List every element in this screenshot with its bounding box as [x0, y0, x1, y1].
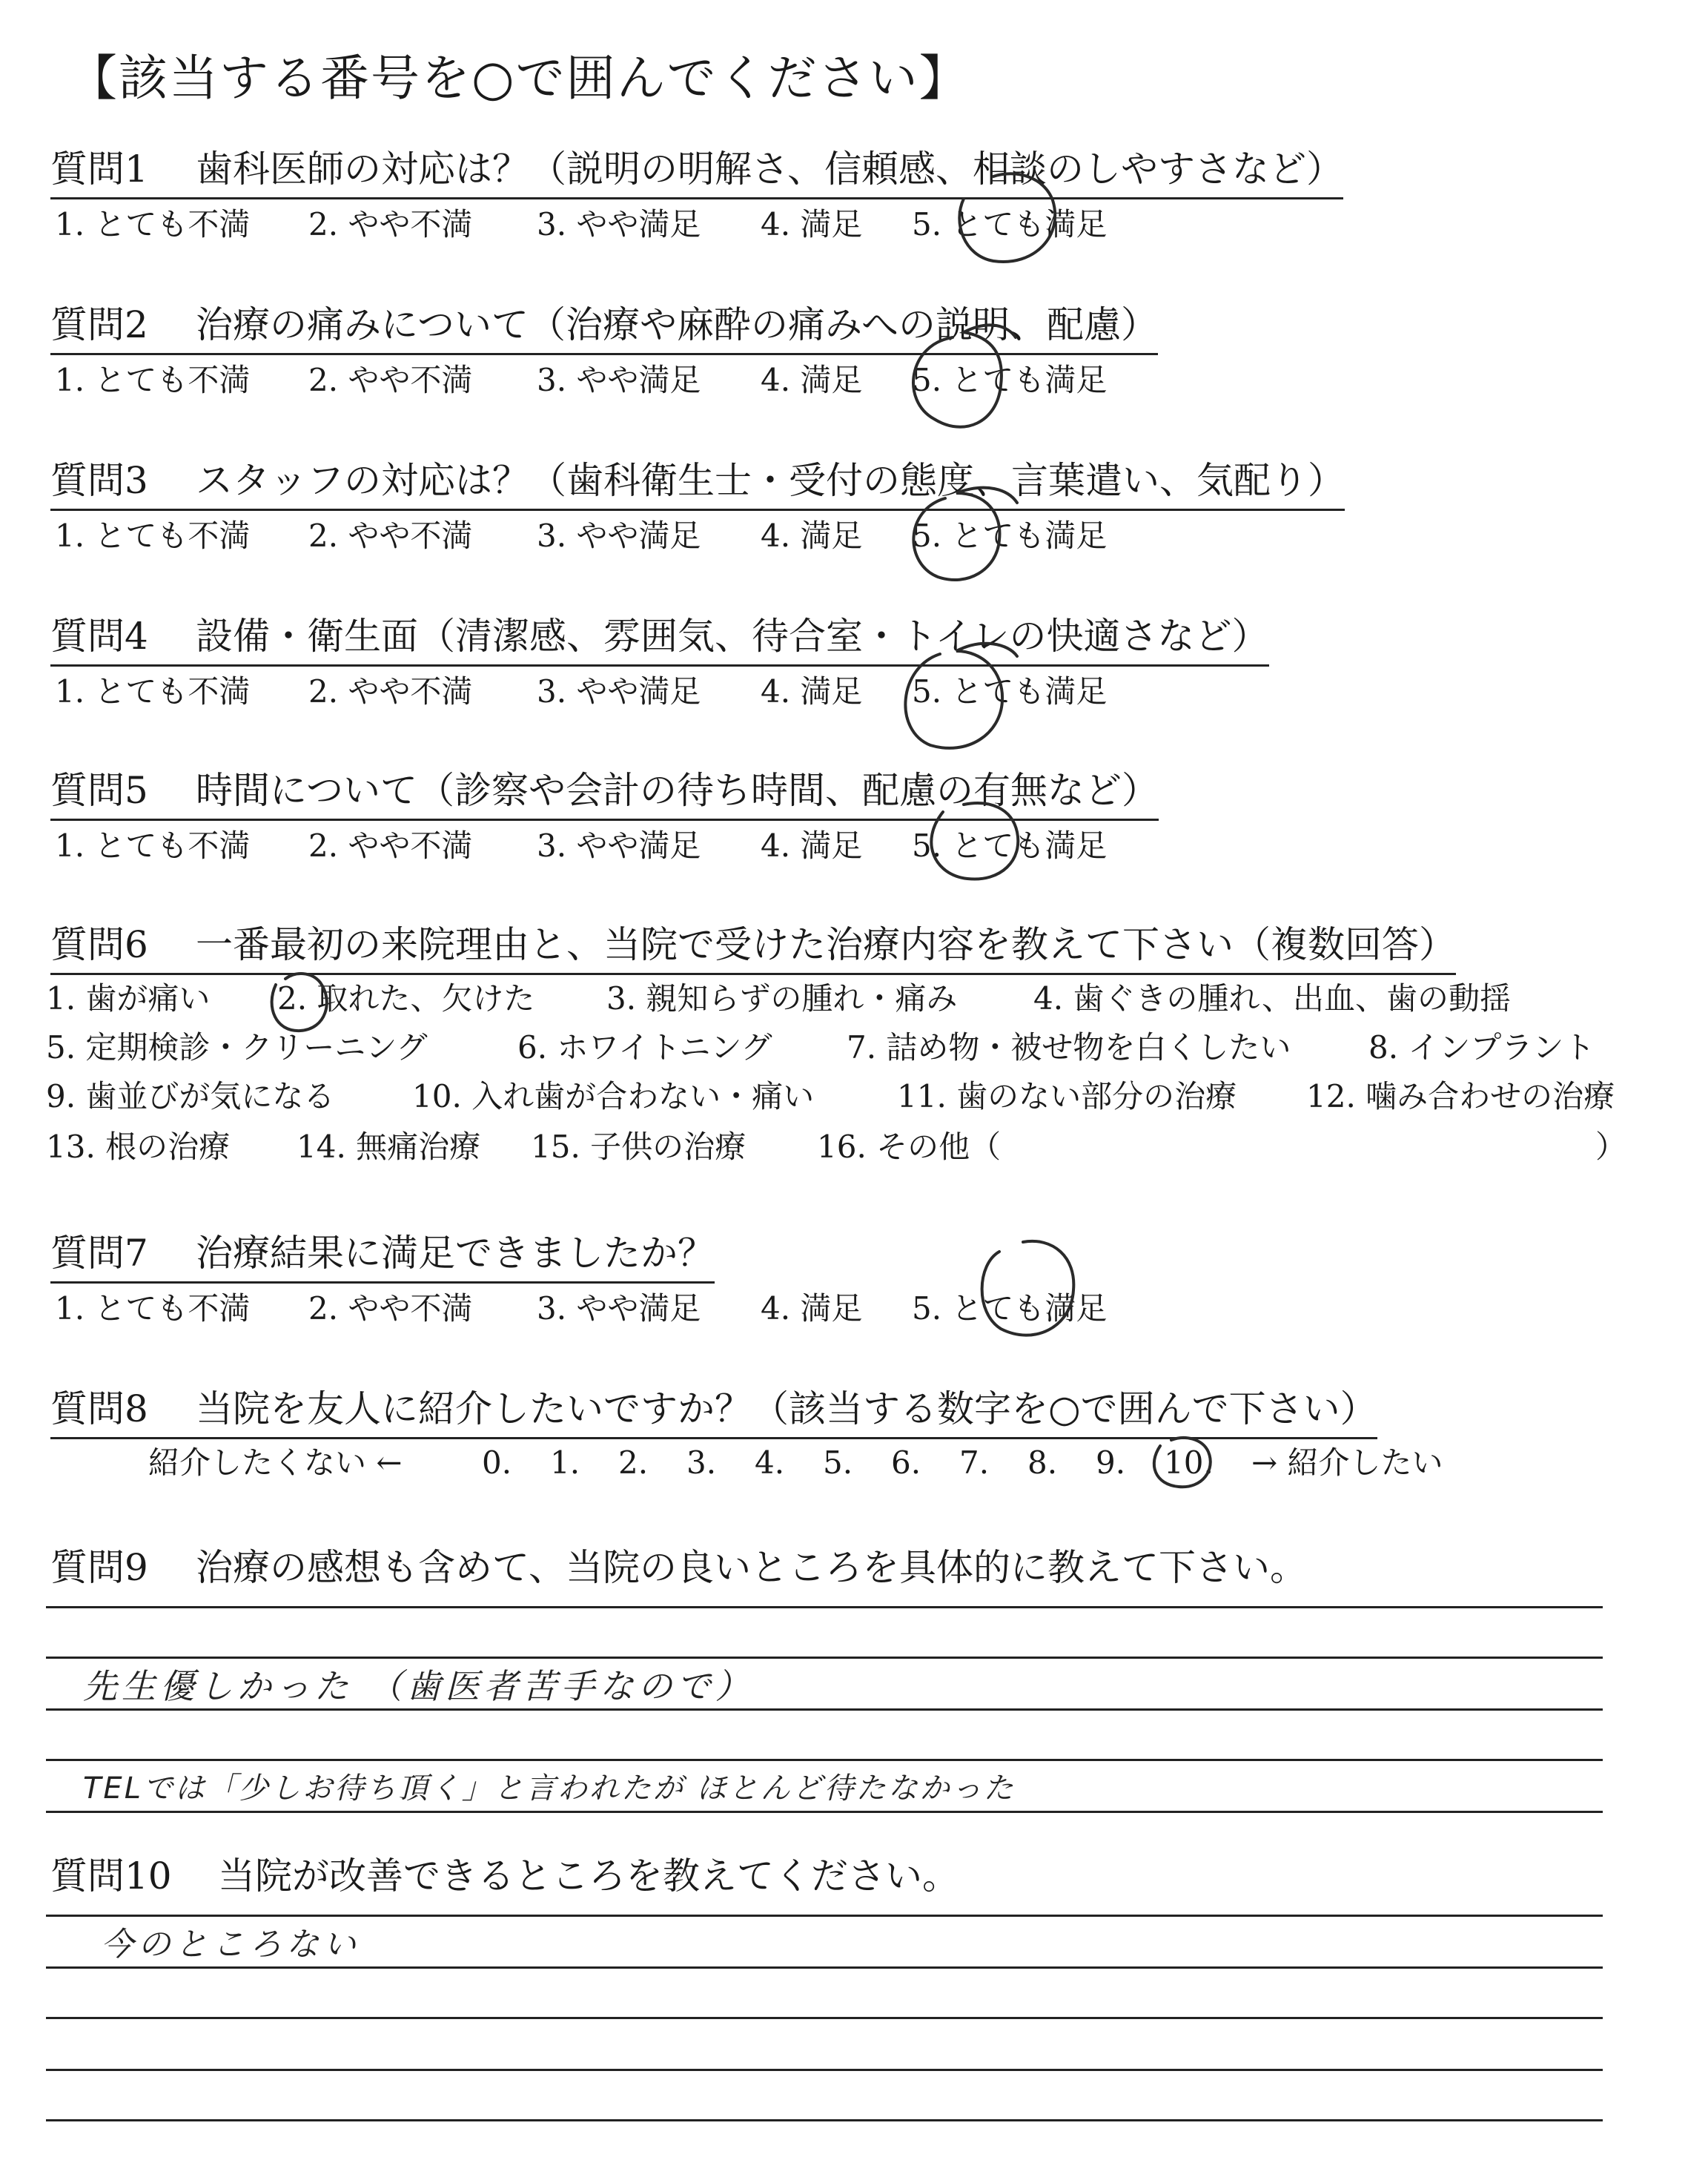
answer-line [46, 1708, 1603, 1711]
question-label: 質問3 [50, 459, 148, 502]
reason-option-11[interactable]: 11. 歯のない部分の治療 [897, 1078, 1237, 1114]
reason-option-12[interactable]: 12. 噛み合わせの治療 [1306, 1078, 1615, 1114]
reason-option-8[interactable]: 8. インプラント [1368, 1029, 1595, 1066]
scale-option-7[interactable]: 7. [959, 1444, 990, 1481]
handwritten-answer: TELでは「少しお待ち頂く」と言われたが ほとんど待たなかった [83, 1771, 1016, 1806]
scale-option-5[interactable]: 5. [823, 1444, 853, 1481]
answer-line [46, 1657, 1603, 1659]
rating-option-1[interactable]: 1. とても不満 [55, 1290, 251, 1327]
question-heading [50, 1229, 715, 1284]
answer-line [46, 2119, 1603, 2121]
rating-option-1[interactable]: 1. とても不満 [55, 673, 251, 710]
reason-option-3[interactable]: 3. 親知らずの腫れ・痛み [606, 980, 958, 1017]
rating-option-3[interactable]: 3. やや満足 [537, 518, 701, 554]
handwritten-answer: 先生優しかった （歯医者苦手なので） [83, 1666, 754, 1706]
rating-option-1[interactable]: 1. とても不満 [55, 518, 251, 554]
question-heading [50, 921, 1456, 975]
reason-option-1[interactable]: 1. 歯が痛い [46, 980, 211, 1017]
rating-option-3[interactable]: 3. やや満足 [537, 1290, 701, 1327]
rating-option-1[interactable]: 1. とても不満 [55, 206, 251, 242]
question-heading [50, 1544, 1307, 1596]
answer-line [46, 1915, 1603, 1917]
answer-line [46, 2017, 1603, 2019]
rating-option-4[interactable]: 4. 満足 [761, 828, 863, 864]
rating-option-2[interactable]: 2. やや不満 [308, 518, 473, 554]
handwritten-answer: 今のところない [101, 1926, 360, 1964]
reason-option-10[interactable]: 10. 入れ歯が合わない・痛い [412, 1078, 815, 1114]
answer-line [46, 1606, 1603, 1608]
rating-option-3[interactable]: 3. やや満足 [537, 828, 701, 864]
reason-option-9[interactable]: 9. 歯並びが気になる [46, 1078, 335, 1114]
reason-option-4[interactable]: 4. 歯ぐきの腫れ、出血、歯の動揺 [1033, 980, 1511, 1017]
reason-option-14[interactable]: 14. 無痛治療 [297, 1129, 481, 1165]
question-text: 治療結果に満足できましたか？ [196, 1232, 715, 1275]
question-text: 当院が改善できるところを教えてください。 [218, 1855, 959, 1898]
rating-option-3[interactable]: 3. やや満足 [537, 362, 701, 398]
scale-option-10[interactable]: 10. [1164, 1444, 1214, 1481]
scale-right-label: → 紹介したい [1251, 1444, 1443, 1481]
question-text: 治療の感想も含めて、当院の良いところを具体的に教えて下さい。 [196, 1546, 1307, 1589]
rating-option-2[interactable]: 2. やや不満 [308, 1290, 473, 1327]
question-text: 当院を友人に紹介したいですか？（該当する数字を○で囲んで下さい） [196, 1387, 1377, 1430]
answer-line [46, 1966, 1603, 1969]
rating-option-4[interactable]: 4. 満足 [761, 206, 863, 242]
scale-option-3[interactable]: 3. [686, 1444, 717, 1481]
rating-option-2[interactable]: 2. やや不満 [308, 673, 473, 710]
rating-option-5[interactable]: 5. とても満足 [912, 828, 1108, 864]
question-heading [50, 612, 1269, 667]
scale-option-0[interactable]: 0. [482, 1444, 512, 1481]
reason-option-5[interactable]: 5. 定期検診・クリーニング [46, 1029, 428, 1066]
rating-option-5[interactable]: 5. とても満足 [912, 518, 1108, 554]
question-text: 治療の痛みについて（治療や麻酔の痛みへの説明、配慮） [196, 303, 1158, 346]
question-label: 質問8 [50, 1387, 148, 1430]
rating-option-3[interactable]: 3. やや満足 [537, 206, 701, 242]
question-label: 質問1 [50, 148, 148, 191]
question-heading [50, 145, 1343, 199]
scale-option-1[interactable]: 1. [550, 1444, 580, 1481]
rating-option-5[interactable]: 5. とても満足 [912, 206, 1108, 242]
rating-option-2[interactable]: 2. やや不満 [308, 362, 473, 398]
rating-option-1[interactable]: 1. とても不満 [55, 362, 251, 398]
question-label: 質問10 [50, 1855, 172, 1898]
question-label: 質問2 [50, 303, 148, 346]
other-close-paren: ） [1595, 1129, 1627, 1165]
reason-option-15[interactable]: 15. 子供の治療 [531, 1129, 747, 1165]
question-heading [50, 767, 1159, 821]
rating-option-4[interactable]: 4. 満足 [761, 362, 863, 398]
page-title: 【該当する番号を○で囲んでください】 [68, 50, 970, 107]
question-text: スタッフの対応は？（歯科衛生士・受付の態度、言葉遣い、気配り） [196, 459, 1345, 502]
question-label: 質問9 [50, 1546, 148, 1589]
rating-option-4[interactable]: 4. 満足 [761, 673, 863, 710]
reason-option-16[interactable]: 16. その他（ [817, 1129, 1002, 1165]
rating-option-1[interactable]: 1. とても不満 [55, 828, 251, 864]
reason-option-2[interactable]: 2. 取れた、欠けた [277, 980, 535, 1017]
question-text: 時間について（診察や会計の待ち時間、配慮の有無など） [196, 769, 1159, 812]
scale-option-6[interactable]: 6. [891, 1444, 921, 1481]
question-text: 一番最初の来院理由と、当院で受けた治療内容を教えて下さい（複数回答） [196, 923, 1456, 966]
rating-option-5[interactable]: 5. とても満足 [912, 362, 1108, 398]
question-heading [50, 301, 1158, 355]
question-label: 質問5 [50, 769, 148, 812]
question-heading [50, 1852, 959, 1904]
question-heading [50, 1385, 1377, 1439]
scale-option-2[interactable]: 2. [618, 1444, 649, 1481]
reason-option-6[interactable]: 6. ホワイトニング [517, 1029, 772, 1066]
question-text: 歯科医師の対応は？（説明の明解さ、信頼感、相談のしやすさなど） [196, 148, 1343, 191]
rating-option-4[interactable]: 4. 満足 [761, 1290, 863, 1327]
rating-option-3[interactable]: 3. やや満足 [537, 673, 701, 710]
scale-left-label: 紹介したくない ← [148, 1444, 403, 1481]
rating-option-2[interactable]: 2. やや不満 [308, 206, 473, 242]
question-label: 質問4 [50, 615, 148, 658]
scale-option-8[interactable]: 8. [1027, 1444, 1058, 1481]
scale-option-9[interactable]: 9. [1096, 1444, 1126, 1481]
answer-line [46, 1811, 1603, 1813]
answer-line [46, 2069, 1603, 2071]
rating-option-5[interactable]: 5. とても満足 [912, 673, 1108, 710]
rating-option-4[interactable]: 4. 満足 [761, 518, 863, 554]
reason-option-7[interactable]: 7. 詰め物・被せ物を白くしたい [847, 1029, 1291, 1066]
question-heading [50, 457, 1345, 511]
answer-line [46, 1759, 1603, 1761]
rating-option-2[interactable]: 2. やや不満 [308, 828, 473, 864]
scale-option-4[interactable]: 4. [755, 1444, 785, 1481]
reason-option-13[interactable]: 13. 根の治療 [46, 1129, 231, 1165]
question-text: 設備・衛生面（清潔感、雰囲気、待合室・トイレの快適さなど） [196, 615, 1269, 658]
question-label: 質問6 [50, 923, 148, 966]
question-label: 質問7 [50, 1232, 148, 1275]
rating-option-5[interactable]: 5. とても満足 [912, 1290, 1108, 1327]
